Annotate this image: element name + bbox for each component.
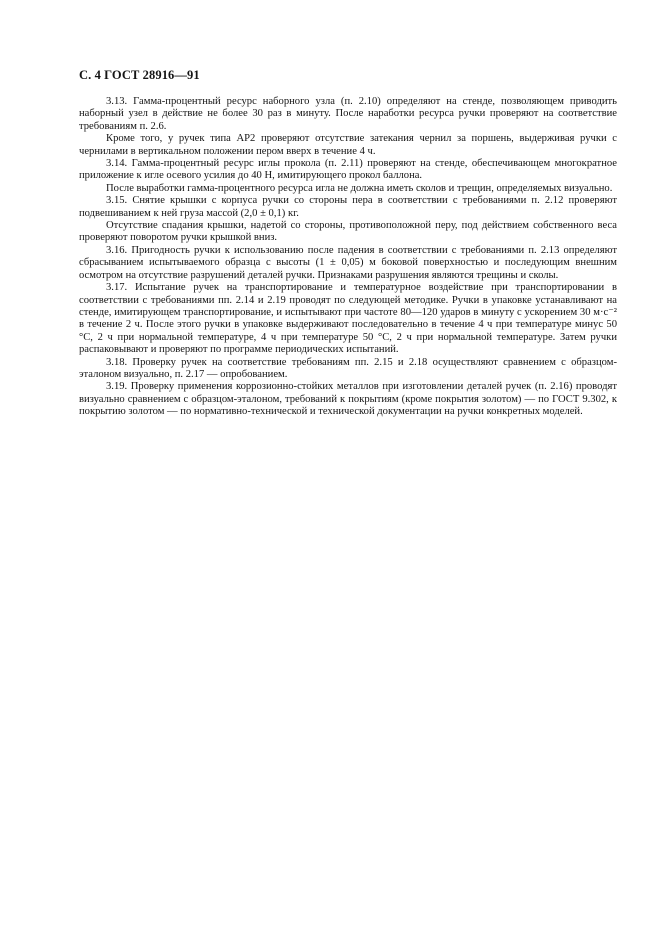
paragraph-3-13-note: Кроме того, у ручек типа АР2 проверяют отсутствие затекания чернил за поршень, выдерживая ручки с чернилами в вертикальном положении пером вверх в течение 4 ч.: [79, 133, 617, 157]
paragraph-3-18: 3.18. Проверку ручек на соответствие требованиям пп. 2.15 и 2.18 осуществляют сравнением с образцом-эталоном визуально, п. 2.17 — опробованием.: [79, 356, 617, 380]
page-header: С. 4 ГОСТ 28916—91: [79, 68, 200, 82]
document-body: [79, 96, 617, 419]
paragraph-3-16: 3.16. Пригодность ручки к использованию после падения в соответствии с требованиями п. 2.13 определяют сбрасыванием испытываемого образца с высоты (1 ± 0,05) м боковой поверхностью и последующим внешним осмотром на отсутствие разрушений деталей ручки. Признаками разрушения являются трещины и сколы.: [79, 244, 617, 281]
paragraph-3-19: 3.19. Проверку применения коррозионно-стойких металлов при изготовлении деталей ручек (п. 2.16) проводят визуально сравнением с образцом-эталоном, требований к покрытиям (кроме покрытия золотом) — по ГОСТ 9.302, к покрытию золотом — по нормативно-технической и технической документации на ручки конкретных моделей.: [79, 381, 617, 418]
paragraph-3-15-note: Отсутствие спадания крышки, надетой со стороны, противоположной перу, под действием собственного веса проверяют поворотом ручки крышкой вниз.: [79, 220, 617, 244]
paragraph-3-13: 3.13. Гамма-процентный ресурс наборного узла (п. 2.10) определяют на стенде, позволяющем приводить наборный узел в действие не более 30 раз в минуту. После наработки ресурса ручки проверяют на соответствие требованиям п. 2.6.: [79, 96, 617, 132]
paragraph-3-14-note: После выработки гамма-процентного ресурса игла не должна иметь сколов и трещин, определяемых визуально.: [106, 182, 613, 194]
paragraph-3-17: 3.17. Испытание ручек на транспортирование и температурное воздействие при транспортировании в соответствии с требованиями пп. 2.14 и 2.19 проводят по следующей методике. Ручки в упаковке устанавливают на стенде, имитирующем транспортирование, и испытывают при частоте 80—120 ударов в минуту с ускорением 30 м·с⁻² в течение 2 ч. После этого ручки в упаковке выдерживают последовательно в течение 4 ч при температуре минус 50 °С, 2 ч при нормальной температуре, 4 ч при температуре 50 °С, 2 ч при нормальной температуре. Затем ручки распаковывают и проверяют по программе периодических испытаний.: [79, 282, 617, 356]
paragraph-3-15: 3.15. Снятие крышки с корпуса ручки со стороны пера в соответствии с требованиями п. 2.12 проверяют подвешиванием к ней груза массой (2,0 ± 0,1) кг.: [79, 195, 617, 219]
paragraph-3-14: 3.14. Гамма-процентный ресурс иглы прокола (п. 2.11) проверяют на стенде, обеспечивающем многократное приложение к игле осевого усилия до 40 Н, имитирующего прокол баллона.: [79, 158, 617, 182]
